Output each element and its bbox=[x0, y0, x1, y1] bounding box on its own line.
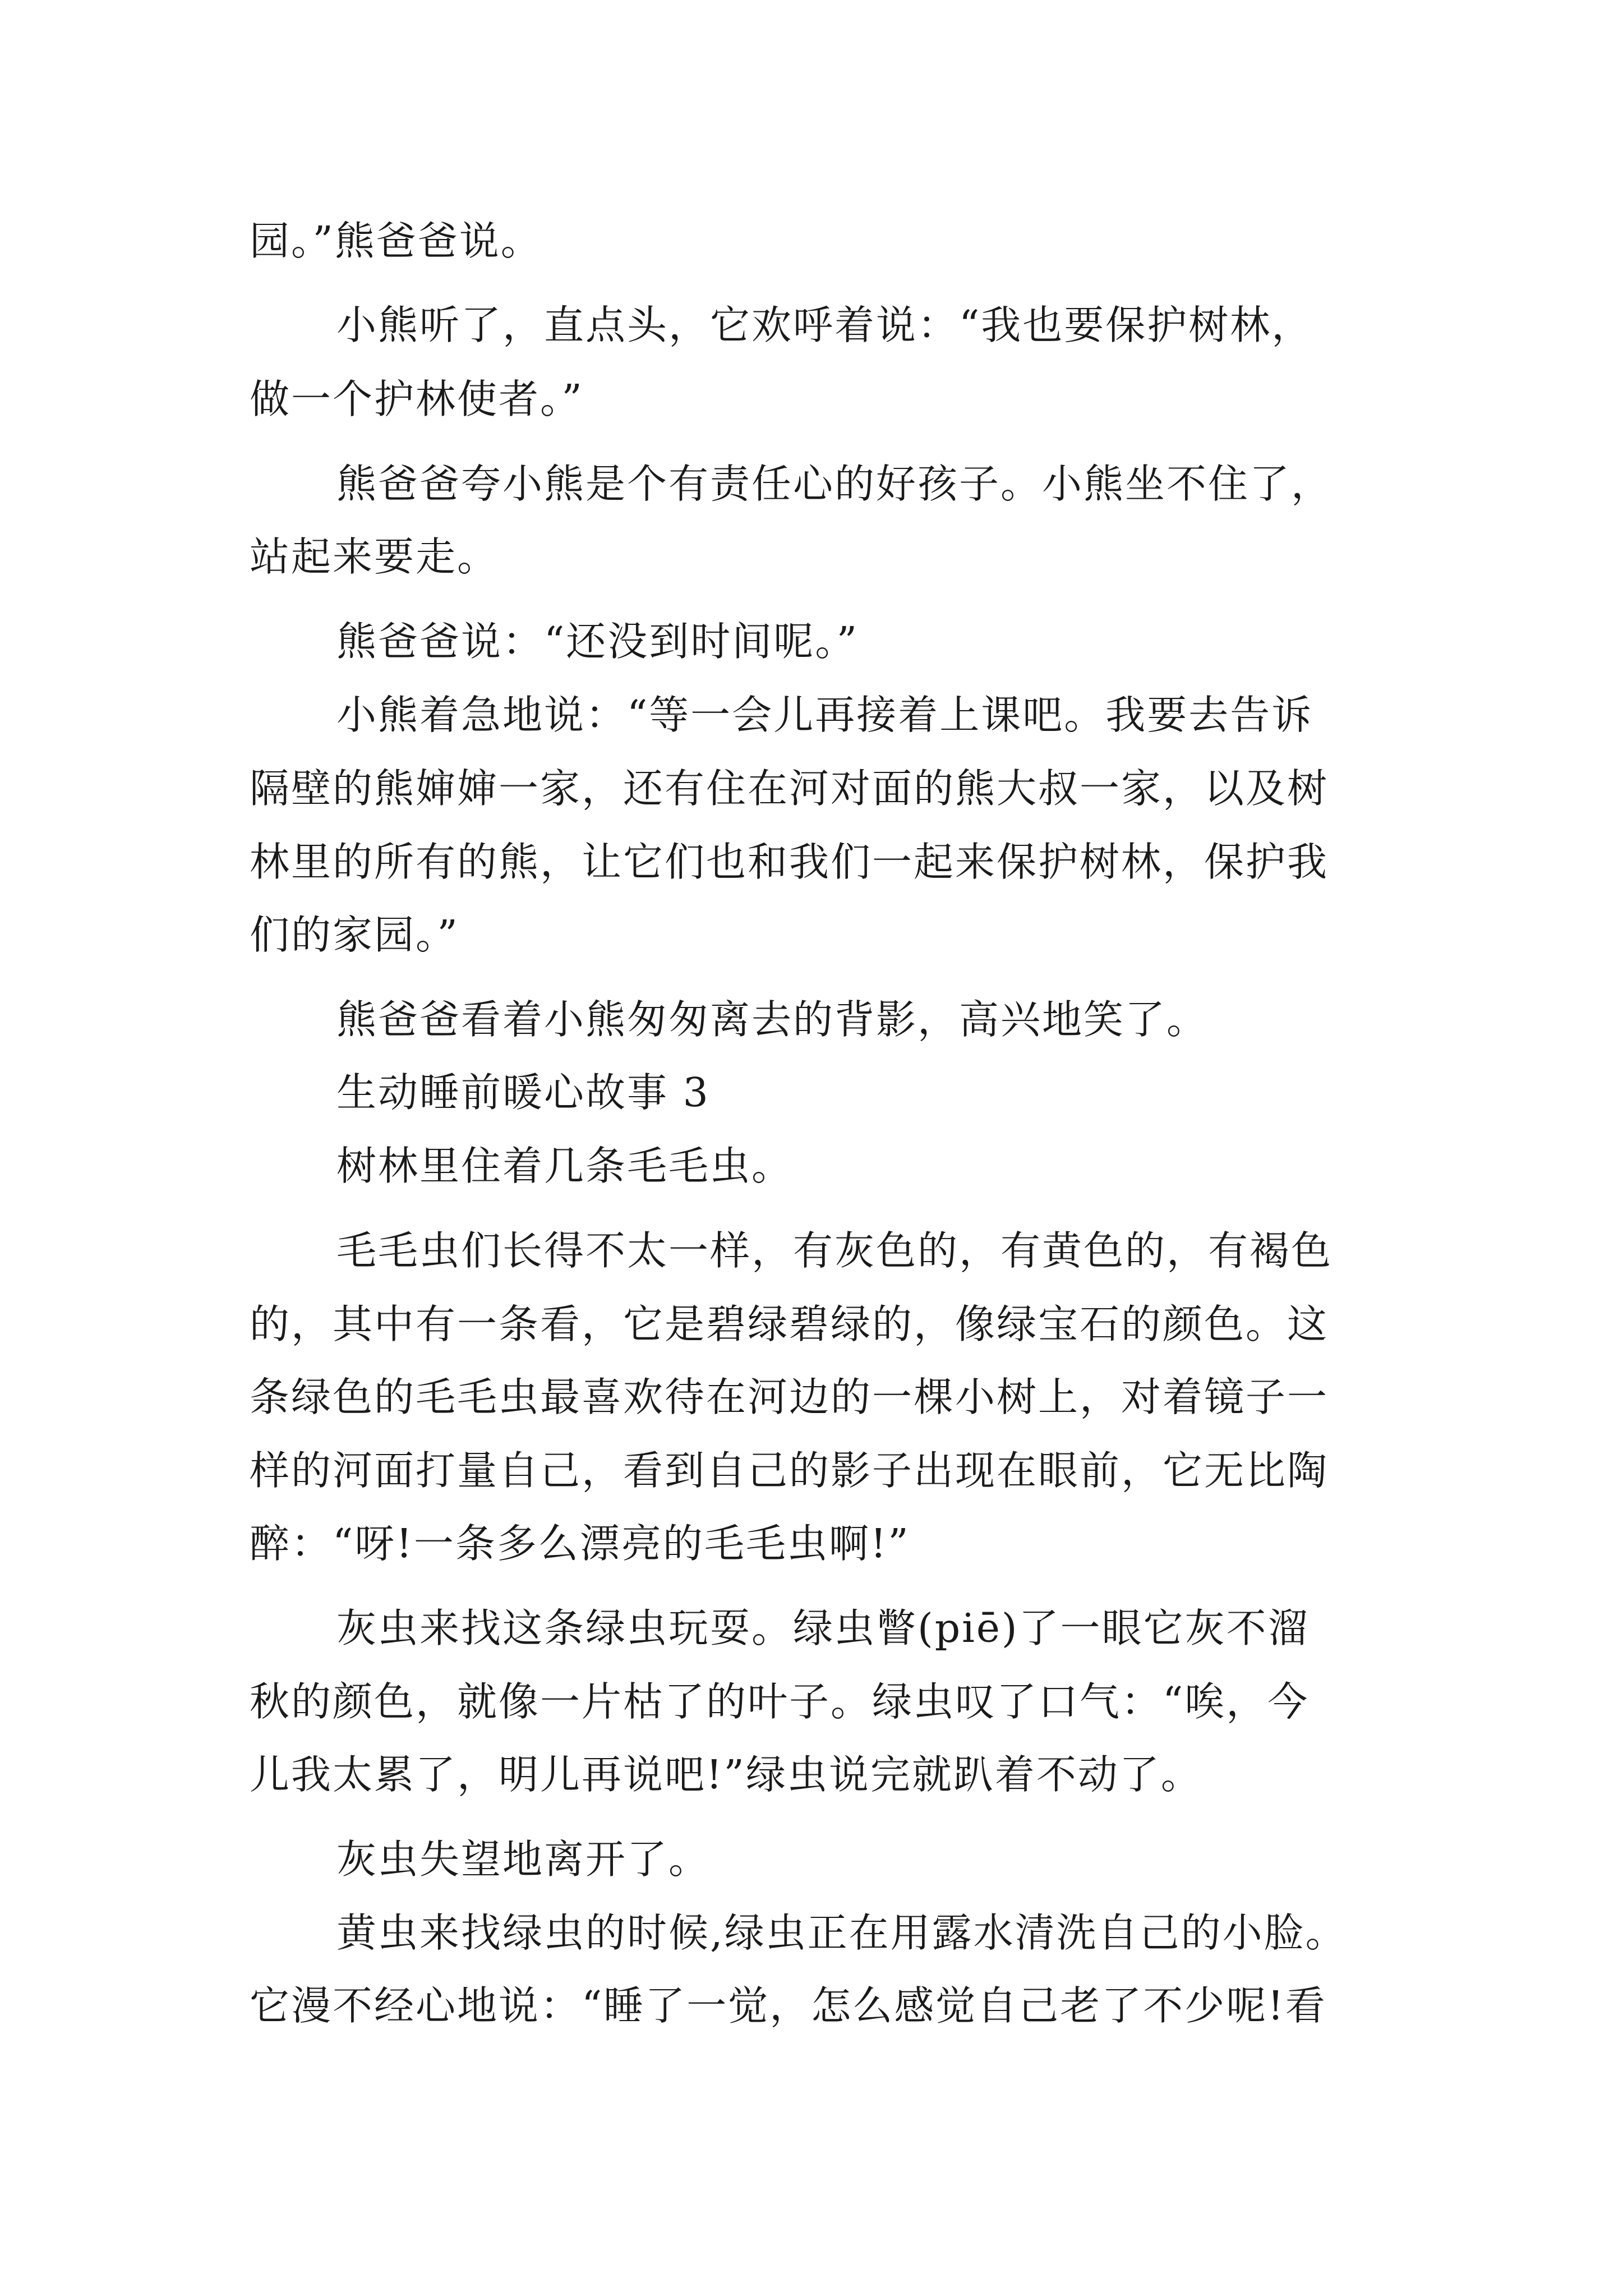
paragraph-line: 毛毛虫们长得不太一样，有灰色的，有黄色的，有褐色 bbox=[336, 1227, 1333, 1274]
paragraph-line: 黄虫来找绿虫的时候,绿虫正在用露水清洗自己的小脸。 bbox=[336, 1910, 1347, 1956]
paragraph-line: 灰虫失望地离开了。 bbox=[336, 1836, 711, 1883]
text-line: 醉：“呀!一条多么漂亮的毛毛虫啊!” bbox=[250, 1520, 910, 1567]
text-line: 样的河面打量自己，看到自己的影子出现在眼前，它无比陶 bbox=[250, 1447, 1329, 1494]
paragraph-line: 灰虫来找这条绿虫玩耍。绿虫瞥(piē)了一眼它灰不溜 bbox=[336, 1605, 1310, 1651]
paragraph-line: 小熊着急地说：“等一会儿再接着上课吧。我要去告诉 bbox=[336, 692, 1313, 738]
text-line: 它漫不经心地说：“睡了一觉，怎么感觉自己老了不少呢!看 bbox=[250, 1982, 1327, 2029]
paragraph-line: 树林里住着几条毛毛虫。 bbox=[336, 1143, 794, 1189]
text-line: 秋的颜色，就像一片枯了的叶子。绿虫叹了口气：“唉，今 bbox=[250, 1678, 1310, 1725]
text-line: 园。”熊爸爸说。 bbox=[250, 218, 542, 264]
text-line: 们的家园。” bbox=[250, 912, 459, 958]
paragraph-line: 熊爸爸看着小熊匆匆离去的背影，高兴地笑了。 bbox=[336, 996, 1209, 1043]
text-line: 儿我太累了，明儿再说吧!”绿虫说完就趴着不动了。 bbox=[250, 1751, 1202, 1798]
text-line: 林里的所有的熊，让它们也和我们一起来保护树林，保护我 bbox=[250, 839, 1329, 885]
text-line: 的，其中有一条看，它是碧绿碧绿的，像绿宝石的颜色。这 bbox=[250, 1301, 1329, 1347]
section-heading: 生动睡前暖心故事 3 bbox=[336, 1069, 710, 1116]
text-line: 站起来要走。 bbox=[250, 533, 499, 580]
text-line: 隔壁的熊婶婶一家，还有住在河对面的熊大叔一家，以及树 bbox=[250, 765, 1329, 812]
text-line: 条绿色的毛毛虫最喜欢待在河边的一棵小树上，对着镜子一 bbox=[250, 1374, 1329, 1420]
paragraph-line: 小熊听了，直点头，它欢呼着说：“我也要保护树林， bbox=[336, 302, 1313, 348]
paragraph-line: 熊爸爸夸小熊是个有责任心的好孩子。小熊坐不住了， bbox=[336, 461, 1333, 507]
text-line: 做一个护林使者。” bbox=[250, 376, 584, 422]
paragraph-line: 熊爸爸说：“还没到时间呢。” bbox=[336, 618, 859, 665]
